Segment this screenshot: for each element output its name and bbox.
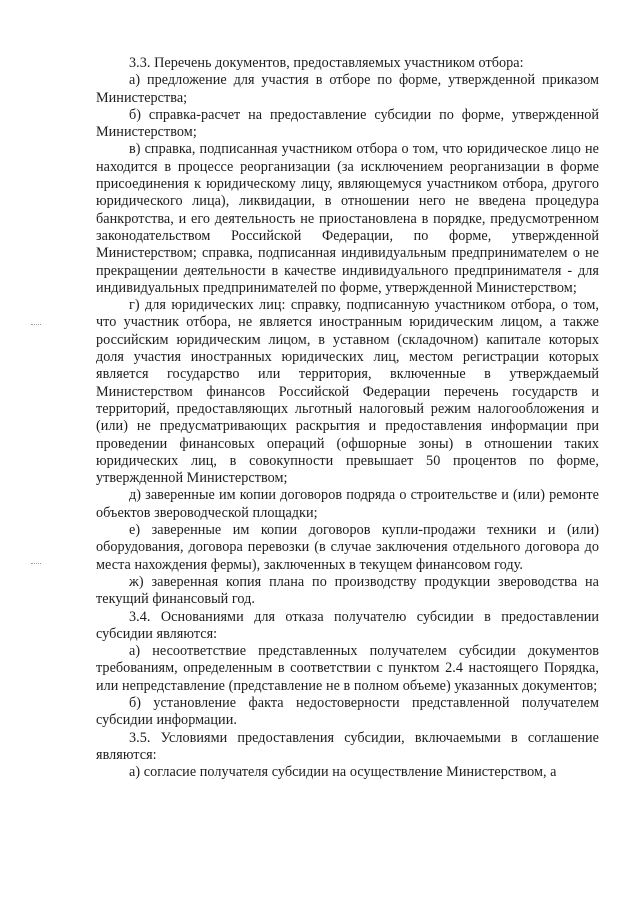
- margin-mark: [31, 324, 41, 326]
- margin-mark: [31, 563, 41, 565]
- paragraph-3-4-b: б) установление факта недостоверности представленной получателем субсидии информации.: [96, 694, 599, 729]
- paragraph-3-3-d: д) заверенные им копии договоров подряда о строительстве и (или) ремонте объектов звероводческой площадки;: [96, 487, 599, 521]
- paragraph-3-3-zh: ж) заверенная копия плана по производству продукции звероводства на текущий финансовый год.: [96, 573, 599, 608]
- paragraph-3-5-heading: 3.5. Условиями предоставления субсидии, включаемыми в соглашение являются:: [96, 729, 599, 763]
- document-body: [96, 55, 599, 781]
- paragraph-3-4-heading: 3.4. Основаниями для отказа получателю субсидии в предоставлении субсидии являются:: [96, 608, 599, 642]
- paragraph-3-3-v: в) справка, подписанная участником отбора о том, что юридическое лицо не находится в процессе реорганизации (за исключением реорганизации в форме присоединения к юридическому лицу, являющемуся участником отбора, другого юридического лица), ликвидации, в отношении него не введена процедура банкротства, и его деятельность не приостановлена в порядке, предусмотренном законодательством Российской Федерации, по форме, утвержденной Министерством; справка, подписанная индивидуальным предпринимателем о не прекращении деятельности в качестве индивидуального предпринимателя - для индивидуальных предпринимателей по форме, утвержденной Министерством;: [96, 141, 599, 296]
- paragraph-3-3-g: г) для юридических лиц: справку, подписанную участником отбора, о том, что участник отбора, не является иностранным юридическим лицом, а также российским юридическим лицом, в уставном (складочном) капитале которых доля участия иностранных юридических лиц, местом регистрации которых является государство или территория, включенные в утверждаемый Министерством финансов Российской Федерации перечень государств и территорий, предоставляющих льготный налоговый режим налогообложения и (или) не предусматривающих раскрытия и предоставления информации при проведении финансовых операций (офшорные зоны) в отношении таких юридических лиц, в совокупности превышает 50 процентов по форме, утвержденной Министерством;: [96, 297, 599, 487]
- paragraph-3-4-a: а) несоответствие представленных получателем субсидии документов требованиям, определенным в соответствии с пунктом 2.4 настоящего Порядка, или непредставление (представление не в полном объеме) указанных документов;: [96, 643, 599, 694]
- paragraph-3-3-b: б) справка-расчет на предоставление субсидии по форме, утвержденной Министерством;: [96, 106, 599, 141]
- paragraph-3-3-e: е) заверенные им копии договоров купли-продажи техники и (или) оборудования, договора перевозки (в случае заключения отдельного договора до места нахождения фермы), заключенных в текущем финансовом году.: [96, 522, 599, 573]
- paragraph-3-3-a: а) предложение для участия в отборе по форме, утвержденной приказом Министерства;: [96, 72, 599, 106]
- paragraph-3-3-heading: 3.3. Перечень документов, предоставляемых участником отбора:: [129, 55, 524, 71]
- paragraph-3-5-a: а) согласие получателя субсидии на осуществление Министерством, а: [129, 764, 557, 781]
